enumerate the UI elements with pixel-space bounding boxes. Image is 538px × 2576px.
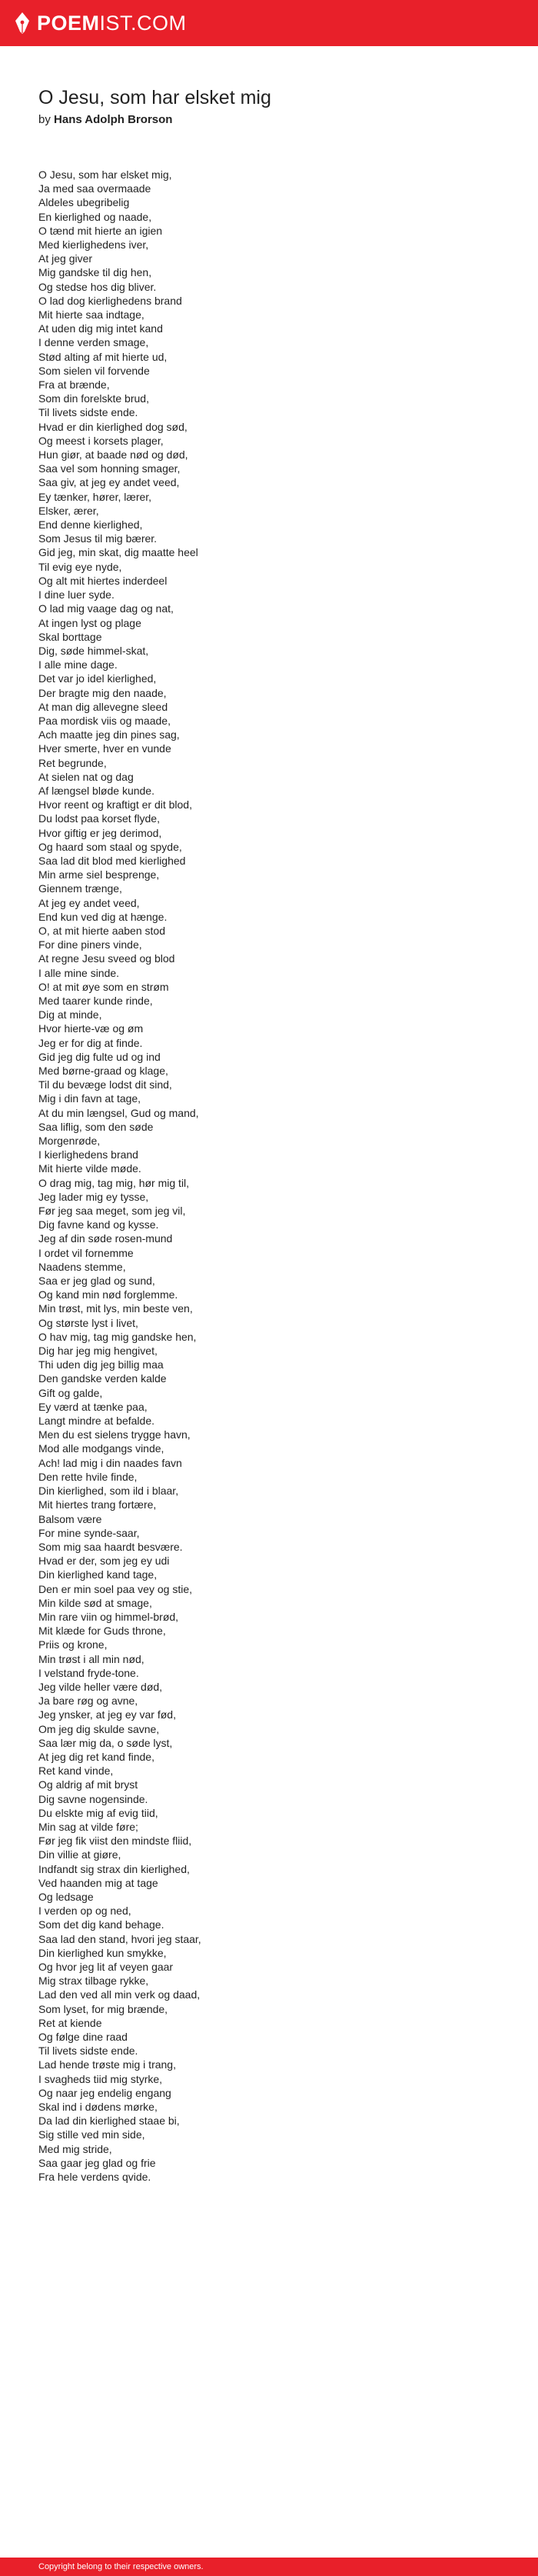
poem-line: Hvor reent og kraftigt er dit blod, (38, 798, 192, 811)
poem-line: Jeg lader mig ey tysse, (38, 1190, 149, 1203)
poem-line: Fra hele verdens qvide. (38, 2171, 151, 2184)
poem-line: Den rette hvile finde, (38, 1470, 138, 1483)
poem-line: Din kierlighed kand tage, (38, 1568, 158, 1581)
poem-line: Gid jeg dig fulte ud og ind (38, 1050, 161, 1063)
poem-line: I verden op og ned, (38, 1905, 131, 1918)
poem-line: Ved haanden mig at tage (38, 1876, 158, 1889)
poem-line: Dig har jeg mig hengivet, (38, 1345, 158, 1358)
poem-line: Der bragte mig den naade, (38, 686, 167, 699)
poem-line: Gift og galde, (38, 1386, 103, 1399)
poem-line: I denne verden smage, (38, 336, 149, 349)
poem-line: Ret begrunde, (38, 756, 107, 769)
poem-line: Den er min soel paa vey og stie, (38, 1582, 192, 1595)
poem-line: I dine luer syde. (38, 588, 115, 602)
poem-line: Dig favne kand og kysse. (38, 1218, 159, 1231)
poem-line: I alle mine dage. (38, 658, 118, 671)
poem-line: Saa lær mig da, o søde lyst, (38, 1736, 173, 1749)
poem-line: Stød alting af mit hierte ud, (38, 350, 168, 363)
poem-line: At jeg giver (38, 252, 93, 265)
poem-line: Hvad er din kierlighed dog sød, (38, 420, 188, 433)
poem-line: Den gandske verden kalde (38, 1372, 167, 1385)
poem-line: Med børne-graad og klage, (38, 1065, 168, 1077)
poem-line: Til livets sidste ende. (38, 406, 138, 419)
site-logo[interactable] (14, 12, 187, 35)
poem-line: Mig i din favn at tage, (38, 1092, 141, 1105)
poem-line: Jeg vilde heller være død, (38, 1680, 163, 1693)
poem-line: Lad den ved all min verk og daad, (38, 1988, 201, 2001)
poem-line: Om jeg dig skulde savne, (38, 1722, 160, 1735)
poem-line: O lad mig vaage dag og nat, (38, 602, 174, 615)
poem-line: O lad dog kierlighedens brand (38, 294, 182, 307)
poem-line: O! at mit øye som en strøm (38, 980, 169, 993)
poem-line: Mig gandske til dig hen, (38, 266, 152, 279)
poem-line: Ach maatte jeg din pines sag, (38, 728, 180, 741)
poem-line: I kierlighedens brand (38, 1148, 138, 1161)
poem-line: Morgenrøde, (38, 1135, 101, 1148)
poem-line: Med kierlighedens iver, (38, 238, 149, 252)
poem-line: At jeg dig ret kand finde, (38, 1750, 154, 1763)
pen-nib-icon (14, 12, 31, 35)
poem-line: Min sag at vilde føre; (38, 1820, 138, 1833)
poem-line: Men du est sielens trygge havn, (38, 1428, 191, 1441)
poem-line: Min kilde sød at smage, (38, 1596, 152, 1609)
poem-line: Som Jesus til mig bærer. (38, 532, 158, 545)
poem-line: Mit hierte saa indtage, (38, 308, 144, 322)
poem-line: Min trøst, mit lys, min beste ven, (38, 1302, 193, 1315)
poem-line: Ret at kiende (38, 2016, 102, 2029)
poem-line: Min arme siel besprenge, (38, 868, 160, 881)
poem-line: Og hvor jeg lit af veyen gaar (38, 1961, 174, 1973)
poem-line: Aldeles ubegribelig (38, 196, 130, 209)
poem-line: I velstand fryde-tone. (38, 1666, 139, 1679)
poem-line: Dig at minde, (38, 1008, 102, 1021)
poem-line: Og stedse hos dig bliver. (38, 280, 157, 293)
poem-line: O tænd mit hierte an igien (38, 224, 163, 237)
poem-line: Og kand min nød forglemme. (38, 1288, 178, 1301)
poem-line: At regne Jesu sveed og blod (38, 952, 175, 965)
poem-line: O drag mig, tag mig, hør mig til, (38, 1176, 190, 1189)
poem-line: Skal borttage (38, 630, 102, 643)
poem-line: Før jeg fik viist den mindste fliid, (38, 1835, 192, 1848)
poem-line: End denne kierlighed, (38, 518, 143, 532)
poem-line: At man dig allevegne sleed (38, 700, 168, 713)
poem-line: Fra at brænde, (38, 378, 110, 392)
poem-line: Saa giv, at jeg ey andet veed, (38, 476, 180, 489)
poem-line: Til livets sidste ende. (38, 2044, 138, 2058)
poem-line: End kun ved dig at hænge. (38, 910, 168, 923)
logo-bold: POEM (37, 11, 100, 35)
poem-line: Priis og krone, (38, 1638, 108, 1651)
poem-line: Og alt mit hiertes inderdeel (38, 574, 168, 587)
poem-line: Saa er jeg glad og sund, (38, 1275, 155, 1288)
copyright-notice: Copyright belong to their respective owners. (38, 2562, 204, 2571)
poem-line: Mod alle modgangs vinde, (38, 1442, 164, 1455)
poem-line: Din villie at giøre, (38, 1848, 121, 1861)
poem-line: At jeg ey andet veed, (38, 896, 140, 909)
poem-line: Som det dig kand behage. (38, 1918, 164, 1931)
poem-line: Før jeg saa meget, som jeg vil, (38, 1205, 186, 1218)
poem-line: O Jesu, som har elsket mig, (38, 168, 172, 181)
site-header (0, 0, 538, 46)
poem-line: Min trøst i all min nød, (38, 1652, 144, 1665)
poem-line: I alle mine sinde. (38, 966, 120, 979)
poem-line: En kierlighed og naade, (38, 210, 152, 223)
poem-line: Dig, søde himmel-skat, (38, 644, 149, 657)
poem-line: Naadens stemme, (38, 1260, 126, 1273)
poem-line: I svagheds tiid mig styrke, (38, 2072, 163, 2085)
poem-line: Din kierlighed, som ild i blaar, (38, 1485, 179, 1498)
poem-line: Skal ind i dødens mørke, (38, 2101, 158, 2114)
poem-line: Din kierlighed kun smykke, (38, 1946, 167, 1959)
poem-line: Ja med saa overmaade (38, 182, 151, 195)
poem-line: Gid jeg, min skat, dig maatte heel (38, 546, 198, 559)
poem-line: Jeg ynsker, at jeg ey var fød, (38, 1708, 176, 1721)
poem-line: Jeg af din søde rosen-mund (38, 1232, 173, 1245)
poem-line: Hvor giftig er jeg derimod, (38, 826, 162, 839)
poem-line: For dine piners vinde, (38, 938, 142, 951)
poem-line: Saa lad dit blod med kierlighed (38, 854, 186, 867)
poem-line: Hun giør, at baade nød og død, (38, 448, 188, 462)
poem-line: Balsom være (38, 1512, 102, 1525)
poem-line: Jeg er for dig at finde. (38, 1036, 143, 1049)
poem-line: Mit hiertes trang fortære, (38, 1498, 157, 1511)
poem-line: Hvor hierte-væ og øm (38, 1022, 144, 1035)
logo-thin: IST.COM (99, 11, 187, 35)
poem-line: Thi uden dig jeg billig maa (38, 1358, 164, 1371)
poem-text (38, 168, 500, 2184)
poem-line: At sielen nat og dag (38, 770, 134, 783)
poem-line: Til evig eye nyde, (38, 560, 122, 573)
poem-line: Du lodst paa korset flyde, (38, 812, 160, 825)
poem-line: Det var jo idel kierlighed, (38, 672, 157, 685)
poem-line: Mit hierte vilde møde. (38, 1162, 141, 1175)
poem-line: Saa lad den stand, hvori jeg staar, (38, 1932, 201, 1945)
poem-line: Og ledsage (38, 1890, 94, 1903)
poem-line: Du elskte mig af evig tiid, (38, 1806, 158, 1819)
poem-line: Ja bare røg og avne, (38, 1695, 138, 1708)
poem-line: Og største lyst i livet, (38, 1316, 138, 1329)
poem-line: Som sielen vil forvende (38, 364, 150, 377)
poem-line: At ingen lyst og plage (38, 616, 141, 629)
poem-line: Sig stille ved min side, (38, 2128, 145, 2141)
poem-line: Giennem trænge, (38, 882, 122, 895)
poem-line: Til du bevæge lodst dit sind, (38, 1078, 172, 1091)
poem-line: Saa vel som honning smager, (38, 462, 181, 475)
poem-line: For mine synde-saar, (38, 1526, 140, 1539)
site-footer (0, 2558, 538, 2576)
poem-line: Og følge dine raad (38, 2031, 128, 2044)
poem-line: Ret kand vinde, (38, 1765, 114, 1778)
byline-prefix: by (38, 113, 51, 126)
poem-line: Langt mindre at befalde. (38, 1415, 154, 1428)
poem-line: Indfandt sig strax din kierlighed, (38, 1862, 190, 1875)
logo-wordmark (37, 13, 187, 34)
poem-line: Mig strax tilbage rykke, (38, 1974, 149, 1988)
poem-line: Paa mordisk viis og maade, (38, 714, 171, 727)
poem-line: Lad hende trøste mig i trang, (38, 2058, 176, 2071)
poem-line: I ordet vil fornemme (38, 1246, 134, 1259)
poem-line: Ey værd at tænke paa, (38, 1400, 148, 1413)
poem-line: Ey tænker, hører, lærer, (38, 490, 152, 503)
poem-line: Saa gaar jeg glad og frie (38, 2156, 156, 2169)
poem-line: Som din forelskte brud, (38, 392, 149, 405)
poem-line: Og haard som staal og spyde, (38, 840, 182, 853)
poem-line: Min rare viin og himmel-brød, (38, 1610, 179, 1623)
poem-line: Og meest i korsets plager, (38, 434, 164, 447)
poem-line: At du min længsel, Gud og mand, (38, 1106, 199, 1119)
poem-line: Ach! lad mig i din naades favn (38, 1456, 182, 1469)
poem-line: Af længsel bløde kunde. (38, 784, 154, 797)
byline (38, 112, 500, 128)
poem-line: Hvad er der, som jeg ey udi (38, 1555, 170, 1568)
poem-line: Som mig saa haardt besvære. (38, 1540, 183, 1553)
poem-line: Saa liflig, som den søde (38, 1120, 154, 1133)
poem-title: O Jesu, som har elsket mig (38, 87, 271, 108)
poem-line: Hver smerte, hver en vunde (38, 742, 171, 755)
poem-line: At uden dig mig intet kand (38, 322, 163, 335)
poem-line: Da lad din kierlighed staae bi, (38, 2114, 180, 2128)
poem-line: Dig savne nogensinde. (38, 1792, 148, 1805)
poem-line: O, at mit hierte aaben stod (38, 924, 165, 937)
poem-line: O hav mig, tag mig gandske hen, (38, 1330, 197, 1343)
poem-line: Mit klæde for Guds throne, (38, 1625, 166, 1638)
poem-line: Og aldrig af mit bryst (38, 1778, 138, 1791)
poem-line: Som lyset, for mig brænde, (38, 2002, 168, 2015)
poem-line: Med mig stride, (38, 2142, 112, 2155)
poem-line: Elsker, ærer, (38, 504, 99, 517)
poem-line: Og naar jeg endelig engang (38, 2086, 171, 2099)
poem-content (38, 77, 500, 2184)
poem-line: Med taarer kunde rinde, (38, 994, 153, 1007)
author-link[interactable]: Hans Adolph Brorson (54, 113, 173, 126)
